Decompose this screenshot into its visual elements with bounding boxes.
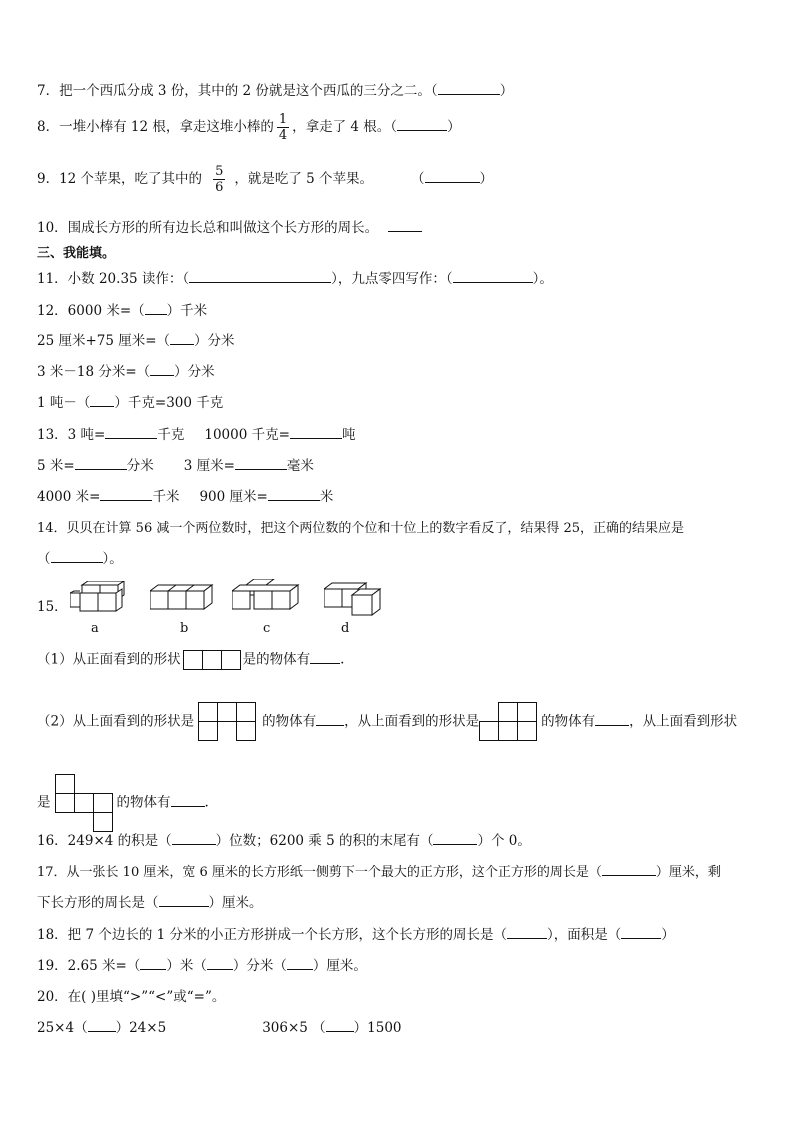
q15-p3-c: . xyxy=(204,794,209,811)
q9-text-pre: 9．12 个苹果，吃了其中的 xyxy=(37,171,203,187)
q17-blank-1[interactable] xyxy=(602,863,656,876)
question-12-line-4 xyxy=(37,394,223,412)
question-12-line-1 xyxy=(37,302,207,320)
q15-p2-b: 的物体有 xyxy=(262,713,317,730)
figure-label-b: b xyxy=(180,621,189,636)
q7-close: ） xyxy=(499,83,514,99)
q15-p1-blank[interactable] xyxy=(310,651,340,664)
question-7 xyxy=(37,82,513,100)
question-13-line-3 xyxy=(37,488,333,506)
q8-text-post: ，拿走了 4 根。（ xyxy=(292,119,398,135)
question-16 xyxy=(37,832,531,850)
q13-blank-2[interactable] xyxy=(290,426,342,439)
q12-l3-b: ）分米 xyxy=(174,364,215,380)
q19-b: ）米（ xyxy=(166,958,207,974)
q17-blank-2[interactable] xyxy=(159,894,209,907)
front-view-three-squares-shape xyxy=(183,650,241,670)
q19-c: ）分米（ xyxy=(232,958,287,974)
q13-l2-c: 3 厘米= xyxy=(183,458,235,474)
question-15-number: 15． xyxy=(37,599,68,615)
q13-l3-a: 4000 米= xyxy=(37,489,101,505)
q12-blank-3[interactable] xyxy=(150,363,174,376)
question-15-part-3 xyxy=(37,774,209,832)
cube-figure-d xyxy=(324,581,384,619)
q20-e1-b: ）24×5 xyxy=(115,1020,167,1036)
question-8 xyxy=(37,110,461,144)
q16-blank-2[interactable] xyxy=(433,832,477,845)
q7-answer-blank[interactable] xyxy=(438,82,500,95)
q13-l1-d: 吨 xyxy=(341,427,356,443)
question-12-line-3 xyxy=(37,363,215,381)
q18-a: 18．把 7 个边长的 1 分米的小正方形拼成一个长方形，这个长方形的周长是（ xyxy=(37,927,508,943)
q12-l2-a: 25 厘米+75 厘米=（ xyxy=(37,333,171,349)
q17-l1-a: 17．从一张长 10 厘米，宽 6 厘米的长方形纸一侧剪下一个最大的正方形，这个正方形的周长是（ xyxy=(37,865,602,880)
q13-l2-d: 毫米 xyxy=(286,458,314,474)
section-3-heading: 三、我能填。 xyxy=(37,246,116,261)
q14-open: （ xyxy=(37,551,51,567)
q8-fraction-denominator: 4 xyxy=(278,128,288,143)
q8-close: ） xyxy=(447,119,461,135)
q20-e2-b: ）1500 xyxy=(353,1020,402,1036)
q17-l1-b: ）厘米，剩 xyxy=(655,865,721,880)
q8-fraction-numerator: 1 xyxy=(278,112,288,127)
figure-label-c: c xyxy=(263,621,271,636)
q8-fraction xyxy=(277,112,289,143)
question-20-title: 20．在( )里填“>”“<”或“=”。 xyxy=(37,989,226,1005)
question-13-line-1 xyxy=(37,426,355,444)
q13-l1-c: 10000 千克= xyxy=(204,427,290,443)
q15-p2-a: （2）从上面看到的形状是 xyxy=(37,713,195,730)
question-14-line-1: 14．贝贝在计算 56 减一个两位数时，把这个两位数的个位和十位上的数字看反了，结果得 25，正确的结果应是 xyxy=(37,521,685,536)
q9-fraction-denominator: 6 xyxy=(215,180,224,195)
q9-text-post: ，就是吃了 5 个苹果。 xyxy=(234,171,374,187)
figure-label-a: a xyxy=(91,621,99,636)
q12-blank-2[interactable] xyxy=(170,332,194,345)
q11-text-c: ）。 xyxy=(532,271,553,287)
q12-l1-b: ）千米 xyxy=(166,303,208,319)
q13-l1-a: 13．3 吨= xyxy=(37,427,106,443)
q11-text-b: ），九点零四写作：（ xyxy=(331,271,453,287)
q19-blank-1[interactable] xyxy=(140,957,166,970)
q9-fraction xyxy=(213,164,225,195)
q12-l4-a: 1 吨－（ xyxy=(37,395,91,411)
question-11 xyxy=(37,270,553,288)
q10-text: 10．围成长方形的所有边长总和叫做这个长方形的周长。 xyxy=(37,220,379,236)
q15-p2-blank-1[interactable] xyxy=(316,713,344,726)
q13-l3-d: 米 xyxy=(319,489,334,505)
q9-close: ） xyxy=(479,171,494,187)
question-10 xyxy=(37,219,422,237)
q19-d: ）厘米。 xyxy=(312,958,367,974)
q12-l3-a: 3 米－18 分米=（ xyxy=(37,364,151,380)
q12-l4-b: ）千克=300 千克 xyxy=(114,395,224,411)
q16-a: 16．249×4 的积是（ xyxy=(37,833,172,849)
q16-c: ）个 0。 xyxy=(477,833,531,849)
q13-l3-c: 900 厘米= xyxy=(199,489,268,505)
q16-blank-1[interactable] xyxy=(172,832,216,845)
q15-p2-e: ，从上面看到形状 xyxy=(629,713,738,730)
figure-label-d: d xyxy=(341,621,350,636)
q12-blank-4[interactable] xyxy=(90,394,114,407)
q13-l2-b: 分米 xyxy=(126,458,154,474)
question-15-part-1 xyxy=(37,650,344,670)
q17-l2-b: ）厘米。 xyxy=(208,895,263,911)
q15-p3-b: 的物体有 xyxy=(116,794,171,811)
q11-text-a: 11．小数 20.35 读作：（ xyxy=(37,271,190,287)
q15-p3-blank[interactable] xyxy=(171,794,205,807)
question-19 xyxy=(37,957,367,975)
q13-blank-1[interactable] xyxy=(105,426,157,439)
q20-e1-a: 25×4（ xyxy=(37,1020,88,1036)
question-15-part-2 xyxy=(37,702,737,742)
question-13-line-2 xyxy=(37,457,314,475)
top-view-shape-3 xyxy=(55,774,113,832)
q9-answer-blank[interactable] xyxy=(425,170,480,183)
q9-fraction-numerator: 5 xyxy=(215,164,224,179)
q18-b: ），面积是（ xyxy=(547,927,622,943)
q15-p1-b: 是的物体有 xyxy=(242,651,311,668)
cube-figure-a xyxy=(70,581,130,613)
q13-blank-6[interactable] xyxy=(268,488,320,501)
question-14-line-2 xyxy=(37,550,123,568)
q10-answer-blank[interactable] xyxy=(388,219,422,232)
q15-p2-d: 的物体有 xyxy=(541,713,596,730)
q15-p3-a: 是 xyxy=(37,794,51,811)
question-20-expressions xyxy=(37,1019,402,1037)
q18-blank-2[interactable] xyxy=(621,926,661,939)
cube-figure-c xyxy=(232,579,300,613)
q11-blank-read[interactable] xyxy=(189,270,331,283)
q13-blank-5[interactable] xyxy=(100,488,152,501)
q11-blank-write[interactable] xyxy=(453,270,533,283)
q15-p1-c: . xyxy=(340,651,345,668)
question-17-line-1 xyxy=(37,863,721,882)
q14-answer-blank[interactable] xyxy=(51,550,103,563)
q13-blank-4[interactable] xyxy=(235,457,287,470)
q20-e2-a: 306×5 （ xyxy=(262,1020,326,1036)
question-9 xyxy=(37,162,493,196)
top-view-shape-1 xyxy=(198,702,258,742)
q8-answer-blank[interactable] xyxy=(397,118,447,131)
q20-blank-1[interactable] xyxy=(88,1019,116,1032)
q13-l1-b: 千克 xyxy=(157,427,185,443)
q15-p1-a: （1）从正面看到的形状 xyxy=(37,651,181,668)
question-18 xyxy=(37,926,675,944)
q8-text-pre: 8．一堆小棒有 12 根，拿走这堆小棒的 xyxy=(37,119,274,135)
q12-l1-a: 12．6000 米=（ xyxy=(37,303,145,319)
question-17-line-2 xyxy=(37,894,263,912)
question-12-line-2 xyxy=(37,332,235,350)
q9-open: （ xyxy=(411,171,425,187)
q20-blank-2[interactable] xyxy=(326,1019,354,1032)
q14-close: ）。 xyxy=(102,551,123,567)
q7-text: 7．把一个西瓜分成 3 份，其中的 2 份就是这个西瓜的三分之二。（ xyxy=(37,83,438,99)
q17-l2-a: 下长方形的周长是（ xyxy=(37,895,159,911)
top-view-shape-2 xyxy=(479,702,537,742)
q18-c: ） xyxy=(661,927,675,943)
q13-l2-a: 5 米= xyxy=(37,458,75,474)
q18-blank-1[interactable] xyxy=(507,926,547,939)
q13-l3-b: 千米 xyxy=(152,489,180,505)
cube-figure-b xyxy=(150,583,214,613)
q19-blank-3[interactable] xyxy=(287,957,313,970)
q19-blank-2[interactable] xyxy=(207,957,233,970)
q12-l2-b: ）分米 xyxy=(194,333,235,349)
q15-p2-c: ，从上面看到的形状是 xyxy=(344,713,480,730)
q16-b: ）位数；6200 乘 5 的积的末尾有（ xyxy=(215,833,434,849)
q13-blank-3[interactable] xyxy=(75,457,127,470)
q12-blank-1[interactable] xyxy=(145,302,167,315)
q19-a: 19．2.65 米=（ xyxy=(37,958,141,974)
q15-p2-blank-2[interactable] xyxy=(595,713,629,726)
